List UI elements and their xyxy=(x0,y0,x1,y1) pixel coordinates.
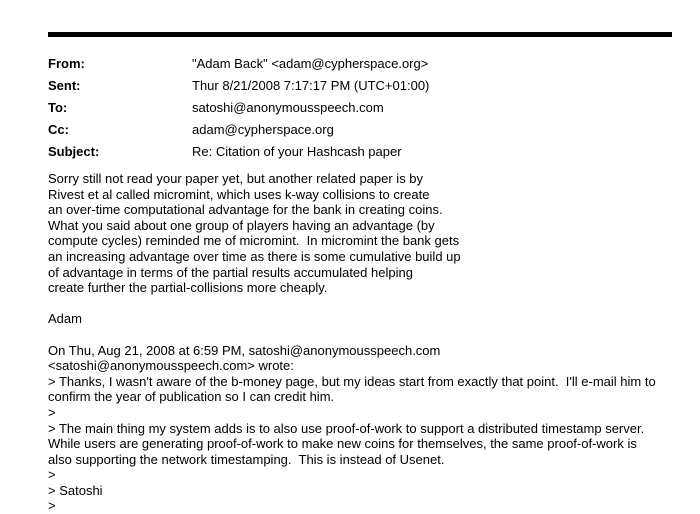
quoted-line: > xyxy=(48,498,56,514)
quoted-line: > xyxy=(48,404,56,420)
quoted-line: While users are generating proof-of-work to make new coins for themselves, the same proof-of-work is xyxy=(48,436,637,452)
body-line: Sorry still not read your paper yet, but another related paper is by xyxy=(48,171,424,186)
body-line: an over-time computational advantage for the bank in creating coins. xyxy=(48,202,443,218)
header-value: Thur 8/21/2008 7:17:17 PM (UTC+01:00) xyxy=(192,78,430,93)
quoted-line: > Satoshi xyxy=(48,482,103,498)
header-cc xyxy=(48,119,672,141)
header-value: adam@cypherspace.org xyxy=(192,122,334,137)
quoted-line: > Thanks, I wasn't aware of the b-money page, but my ideas start from exactly that point. I'll e-mail him to xyxy=(48,373,656,389)
header-label: To: xyxy=(48,100,68,115)
email-headers xyxy=(48,53,672,163)
body-line: Rivest et al called micromint, which uses k-way collisions to create xyxy=(48,186,430,202)
header-value: Re: Citation of your Hashcash paper xyxy=(192,144,402,159)
quoted-line: > xyxy=(48,467,56,483)
body-line: of advantage in terms of the partial results accumulated helping xyxy=(48,264,413,280)
header-label: Sent: xyxy=(48,78,81,93)
signature: Adam xyxy=(48,311,82,327)
header-subject xyxy=(48,141,672,163)
header-label: From: xyxy=(48,56,85,71)
quoted-line: > The main thing my system adds is to also use proof-of-work to support a distributed timestamp server. xyxy=(48,420,645,436)
email-body xyxy=(48,171,678,514)
quoted-line: also supporting the network timestamping. This is instead of Usenet. xyxy=(48,451,445,467)
body-line: What you said about one group of players having an advantage (by xyxy=(48,217,435,233)
header-value: "Adam Back" <adam@cypherspace.org> xyxy=(192,56,429,71)
quoted-line: <satoshi@anonymousspeech.com> wrote: xyxy=(48,358,294,374)
body-line: an increasing advantage over time as there is some cumulative build up xyxy=(48,248,461,264)
body-line: create further the partial-collisions more cheaply. xyxy=(48,280,328,296)
header-label: Cc: xyxy=(48,122,69,137)
quoted-line: confirm the year of publication so I can credit him. xyxy=(48,389,335,405)
quoted-line: On Thu, Aug 21, 2008 at 6:59 PM, satoshi@anonymousspeech.com xyxy=(48,342,441,358)
blank-line xyxy=(48,327,678,343)
header-label: Subject: xyxy=(48,144,100,159)
top-rule xyxy=(48,32,672,37)
quoted-message xyxy=(48,343,678,514)
header-to xyxy=(48,97,672,119)
header-from xyxy=(48,53,672,75)
header-sent xyxy=(48,75,672,97)
body-paragraph xyxy=(48,171,678,296)
body-line: compute cycles) reminded me of micromint. In micromint the bank gets xyxy=(48,233,460,249)
blank-line xyxy=(48,296,678,312)
header-value: satoshi@anonymousspeech.com xyxy=(192,100,384,115)
